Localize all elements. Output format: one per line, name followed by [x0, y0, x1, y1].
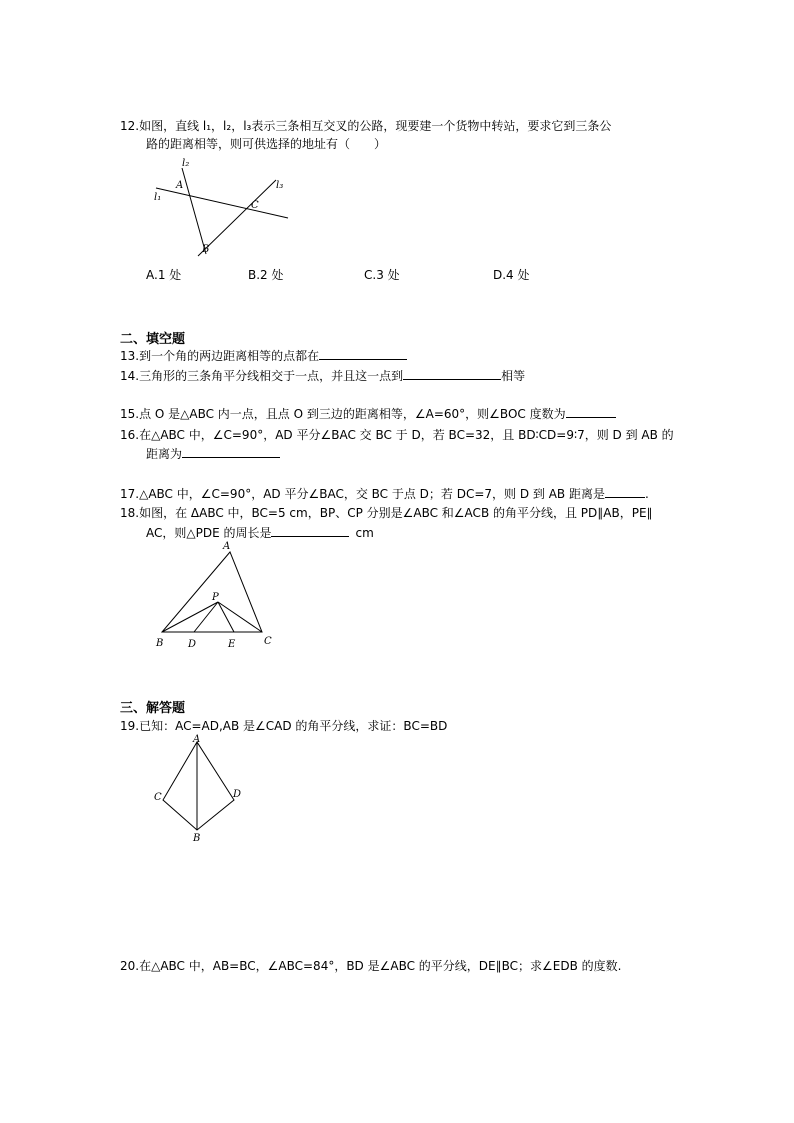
label-C: C: [251, 200, 259, 211]
label-A: A: [193, 734, 201, 745]
q12-line1: 12.如图，直线 l₁，l₂，l₃表示三条相互交叉的公路，现要建一个货物中转站，要求它到三条公: [120, 119, 612, 133]
q18-blank: [271, 524, 349, 537]
q18-text-before: AC，则△PDE 的周长是: [146, 526, 272, 540]
section3-title: 三、解答题: [120, 701, 186, 716]
q12-figure: [148, 158, 298, 258]
q13-blank: [319, 347, 407, 360]
label-D: D: [188, 639, 197, 650]
q13: [120, 347, 407, 364]
q12-option-b: B.2 处: [248, 268, 284, 282]
label-B: B: [156, 638, 164, 649]
label-A: A: [223, 541, 231, 552]
q18-figure: [150, 540, 280, 652]
label-P: P: [212, 592, 219, 603]
label-l3: l₃: [276, 180, 284, 191]
q19: 19.已知：AC=AD,AB 是∠CAD 的角平分线，求证：BC=BD: [120, 719, 448, 733]
q15: [120, 405, 616, 422]
q14: [120, 367, 525, 384]
q16-text: 距离为: [146, 447, 183, 461]
label-l1: l₁: [154, 192, 162, 203]
section2-title: 二、填空题: [120, 332, 186, 347]
q16-line2: [146, 445, 280, 462]
q18-text-after: cm: [355, 526, 374, 540]
q16-line1: 16.在△ABC 中，∠C=90°，AD 平分∠BAC 交 BC 于 D，若 BC=32，且 BD∶CD=9∶7，则 D 到 AB 的: [120, 428, 674, 442]
q15-text: 15.点 O 是△ABC 内一点，且点 O 到三边的距离相等，∠A=60°，则∠BOC 度数为: [120, 407, 566, 421]
label-E: E: [228, 639, 236, 650]
label-D: D: [233, 789, 242, 800]
label-C: C: [264, 636, 272, 647]
q12-line2: 路的距离相等，则可供选择的地址有（ ）: [146, 137, 387, 151]
q12-option-c: C.3 处: [364, 268, 400, 282]
label-B: B: [202, 244, 210, 255]
q14-text-before: 14.三角形的三条角平分线相交于一点，并且这一点到: [120, 369, 404, 383]
label-B: B: [193, 833, 201, 844]
q17-text: 17.△ABC 中，∠C=90°，AD 平分∠BAC，交 BC 于点 D；若 DC=7，则 D 到 AB 距离是: [120, 487, 605, 501]
label-C: C: [154, 792, 162, 803]
q18-line2: [146, 524, 374, 541]
q18-line1: 18.如图，在 ΔABC 中，BC=5 cm，BP、CP 分别是∠ABC 和∠ACB 的角平分线，且 PD∥AB，PE∥: [120, 506, 653, 520]
q16-blank: [182, 445, 280, 458]
q14-text-after: 相等: [501, 369, 526, 383]
q14-blank: [403, 367, 501, 380]
q17: [120, 485, 649, 502]
q19-figure: [150, 734, 250, 846]
q13-text: 13.到一个角的两边距离相等的点都在: [120, 349, 320, 363]
q20: 20.在△ABC 中，AB=BC，∠ABC=84°，BD 是∠ABC 的平分线，DE∥BC；求∠EDB 的度数.: [120, 959, 622, 973]
q17-end: .: [644, 487, 649, 501]
label-l2: l₂: [182, 158, 190, 169]
label-A: A: [176, 180, 184, 191]
q17-blank: [605, 485, 645, 498]
q12-option-d: D.4 处: [493, 268, 530, 282]
q15-blank: [566, 405, 616, 418]
q12-option-a: A.1 处: [146, 268, 182, 282]
